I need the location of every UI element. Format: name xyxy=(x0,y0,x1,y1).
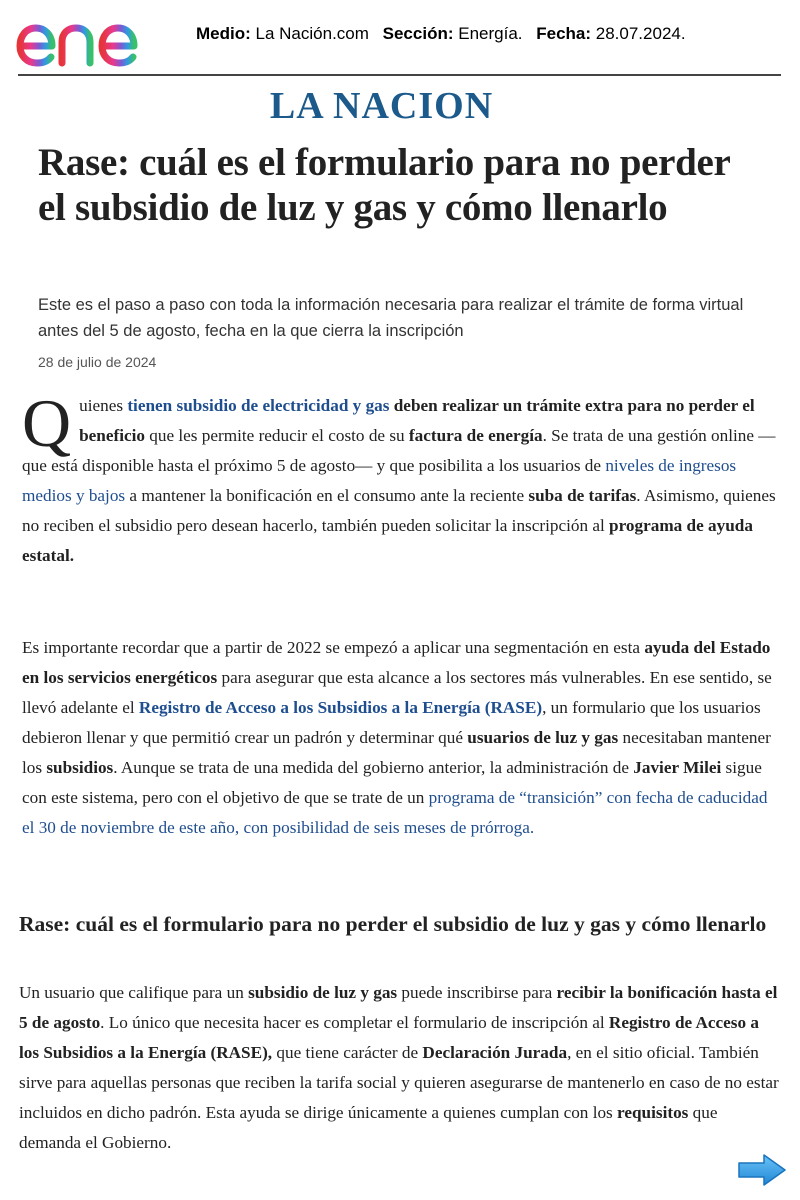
text-run: Un usuario que califique para un xyxy=(19,983,249,1002)
link-niveles-ingresos[interactable]: niveles de ingresos medios y bajos xyxy=(22,456,737,505)
article-subheading: Rase: cuál es el formulario para no perder el subsidio de luz y gas y cómo llenarlo xyxy=(19,912,767,936)
seccion-value: Energía. xyxy=(458,24,523,43)
clipping-meta xyxy=(196,24,686,44)
bold-run: requisitos xyxy=(617,1103,689,1122)
article-subtitle: Este es el paso a paso con toda la información necesaria para realizar el trámite de forma virtual antes del 5 de agosto, fecha en la que cierra la inscripción xyxy=(38,296,744,340)
bold-run: ayuda del Estado en los servicios energéticos xyxy=(22,638,771,687)
bold-run: Declaración Jurada xyxy=(422,1043,568,1062)
link-programa-transicion[interactable]: programa de “transición” con fecha de caducidad el 30 de noviembre de este año, con posibilidad de seis meses de prórroga. xyxy=(22,788,768,837)
bold-run: recibir la bonificación hasta el 5 de agosto xyxy=(19,983,778,1032)
fecha-label: Fecha: xyxy=(536,24,592,43)
bold-run: subsidios xyxy=(46,758,114,777)
text-run: uienes xyxy=(79,396,128,415)
article-paragraph-3 xyxy=(19,978,783,1158)
text-run: , en el sitio oficial. También sirve para aquellas personas que reciben la tarifa social y quieren asegurarse de mantenerlo en caso de no estar incluidos en dicho padrón. Esta ayuda se dirige únicamente a quienes cumplan con los xyxy=(19,1043,779,1122)
link-subsidio-electricidad-gas[interactable]: tienen subsidio de electricidad y gas xyxy=(127,396,390,415)
text-run: para asegurar que esta alcance a los sectores más vulnerables. En ese sentido, se llevó adelante el xyxy=(22,668,772,717)
text-run: . Aunque se trata de una medida del gobierno anterior, la administración de xyxy=(113,758,634,777)
fecha-value: 28.07.2024. xyxy=(595,24,686,43)
text-run: . Lo único que necesita hacer es completar el formulario de inscripción al xyxy=(100,1013,609,1032)
bold-run: suba de tarifas xyxy=(528,486,637,505)
drop-cap: Q xyxy=(22,385,72,461)
text-run: puede inscribirse para xyxy=(397,983,557,1002)
clipping-header xyxy=(0,0,800,76)
header-divider xyxy=(18,74,781,76)
bold-run: programa de ayuda estatal. xyxy=(22,516,753,565)
text-run: que demanda el Gobierno. xyxy=(19,1103,718,1152)
text-run: que tiene carácter de xyxy=(272,1043,423,1062)
text-run: que les permite reducir el costo de su xyxy=(144,426,409,445)
medio-value: La Nación.com xyxy=(255,24,369,43)
bold-run: Registro de Acceso a los Subsidios a la Energía (RASE), xyxy=(19,1013,759,1062)
link-rase-registro[interactable]: Registro de Acceso a los Subsidios a la Energía (RASE) xyxy=(138,698,543,717)
text-run: . Se trata de una gestión online —que está disponible hasta el próximo 5 de agosto— y que posibilita a los usuarios de xyxy=(22,426,776,475)
seccion-label: Sección: xyxy=(382,24,454,43)
bold-run: deben realizar un trámite extra para no perder el beneficio xyxy=(79,396,755,445)
text-run: Es importante recordar que a partir de 2022 se empezó a aplicar una segmentación en esta xyxy=(22,638,645,657)
article-headline: Rase: cuál es el formulario para no perder el subsidio de luz y gas y cómo llenarlo xyxy=(38,141,730,229)
bold-run: factura de energía xyxy=(408,426,543,445)
text-run: , un formulario que los usuarios debieron llenar y que permitió crear un padrón y determinar qué xyxy=(22,698,761,747)
bold-run: usuarios de luz y gas xyxy=(467,728,619,747)
newspaper-masthead: LA NACION xyxy=(269,85,494,127)
enel-logo xyxy=(14,8,182,70)
text-run: necesitaban mantener los xyxy=(22,728,771,777)
article-date: 28 de julio de 2024 xyxy=(38,354,157,370)
bold-run: Javier Milei xyxy=(633,758,722,777)
bold-run: subsidio de luz y gas xyxy=(248,983,398,1002)
article-paragraph-2 xyxy=(22,633,784,843)
article-paragraph-1 xyxy=(22,385,784,571)
text-run: . Asimismo, quienes no reciben el subsidio pero desean hacerlo, también pueden solicitar la inscripción al xyxy=(22,486,776,535)
medio-label: Medio: xyxy=(196,24,251,43)
text-run: a mantener la bonificación en el consumo ante la reciente xyxy=(125,486,529,505)
text-run: sigue con este sistema, pero con el objetivo de que se trate de un xyxy=(22,758,762,807)
arrow-right-icon[interactable] xyxy=(736,1152,788,1188)
